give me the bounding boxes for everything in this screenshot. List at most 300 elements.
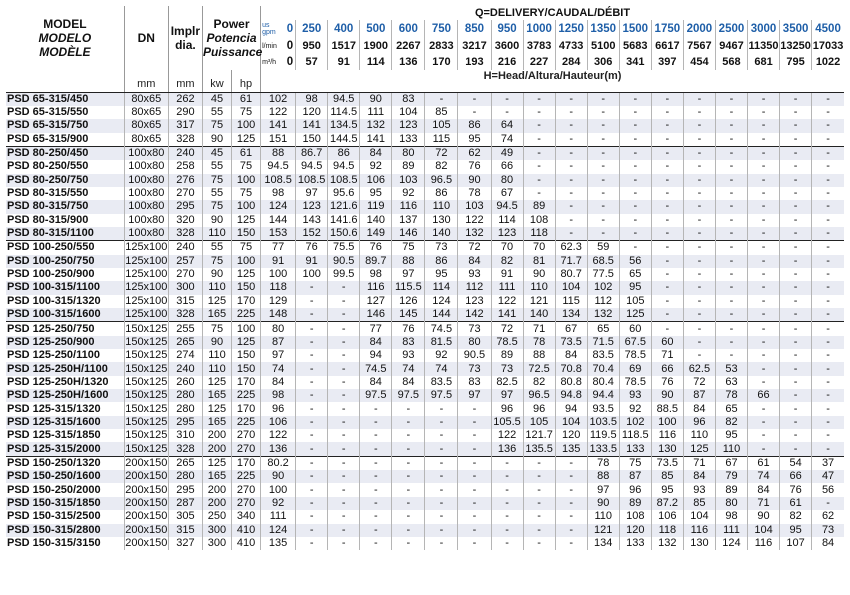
m3h-flow-value: 91 <box>328 54 360 70</box>
table-row <box>6 442 844 456</box>
head-cell: 70 <box>491 241 523 255</box>
head-cell: - <box>458 483 491 496</box>
head-cell: - <box>812 174 844 187</box>
head-cell: 118 <box>651 524 683 537</box>
head-cell: 115 <box>425 133 458 147</box>
head-cell: - <box>328 497 360 510</box>
head-cell: 71 <box>523 322 555 336</box>
impeller-cell: 295 <box>168 483 202 496</box>
head-cell: 85 <box>683 497 715 510</box>
dn-cell: 150x125 <box>125 415 168 428</box>
kw-cell: 125 <box>202 376 231 389</box>
head-cell: 75 <box>619 456 651 470</box>
kw-cell: 55 <box>202 106 231 119</box>
head-cell: - <box>555 227 587 241</box>
head-cell: 150 <box>296 133 328 147</box>
head-cell: 98 <box>261 187 296 200</box>
impeller-cell: 265 <box>168 336 202 349</box>
head-cell: 100 <box>261 483 296 496</box>
lmin-flow-value: 3783 <box>523 38 555 54</box>
head-cell: - <box>748 255 780 268</box>
head-cell: 71 <box>651 349 683 362</box>
table-row <box>6 483 844 496</box>
head-cell: - <box>523 456 555 470</box>
head-cell: 88 <box>392 255 425 268</box>
head-cell: - <box>523 92 555 106</box>
head-cell: 67 <box>555 322 587 336</box>
hp-cell: 170 <box>232 295 261 308</box>
impeller-cell: 305 <box>168 510 202 523</box>
gpm-flow-value: 950 <box>491 20 523 38</box>
head-cell: 68.5 <box>587 255 619 268</box>
table-row <box>6 92 844 106</box>
head-cell: 96 <box>683 416 715 429</box>
dn-cell: 100x80 <box>124 174 168 187</box>
head-cell: - <box>812 295 844 308</box>
head-cell: 146 <box>360 308 392 322</box>
model-cell: PSD 80-250/550 <box>6 160 124 173</box>
kw-cell: 200 <box>202 497 231 510</box>
head-cell: 78.5 <box>619 349 651 362</box>
gpm-zero: 0 <box>286 23 294 35</box>
hp-cell: 170 <box>232 376 261 389</box>
head-cell: - <box>683 322 715 336</box>
head-cell: - <box>619 227 651 241</box>
gpm-flow-value: 600 <box>392 20 425 38</box>
m3h-flow-value: 216 <box>491 54 523 70</box>
head-cell: - <box>458 402 491 415</box>
head-cell: - <box>328 402 360 415</box>
dn-cell: 150x125 <box>125 349 168 362</box>
impeller-header: Implr dia. <box>168 6 202 70</box>
model-cell: PSD 100-250/900 <box>6 268 124 281</box>
head-cell: - <box>491 524 523 537</box>
head-cell: 84 <box>683 470 715 483</box>
head-cell: - <box>491 470 523 483</box>
model-cell: PSD 125-250H/1600 <box>6 389 124 402</box>
head-cell: 84 <box>748 483 780 496</box>
head-cell: 82 <box>491 255 523 268</box>
head-cell: - <box>523 160 555 173</box>
head-cell: 97 <box>587 483 619 496</box>
head-cell: - <box>523 119 555 132</box>
head-cell: - <box>651 322 683 336</box>
head-cell: 90 <box>261 470 296 483</box>
head-cell: - <box>360 456 392 470</box>
model-cell: PSD 125-315/2000 <box>6 442 124 456</box>
head-cell: - <box>392 483 425 496</box>
head-cell: 108.5 <box>296 174 328 187</box>
head-cell: 120 <box>296 106 328 119</box>
impeller-cell: 258 <box>168 160 202 173</box>
head-cell: - <box>328 308 360 322</box>
head-cell: 134 <box>555 308 587 322</box>
head-cell: 103 <box>458 200 491 213</box>
head-cell: - <box>523 187 555 200</box>
m3h-flow-value: 568 <box>715 54 747 70</box>
head-cell: 150.6 <box>328 227 360 241</box>
table-row <box>6 322 844 336</box>
head-cell: 114 <box>491 214 523 227</box>
model-cell: PSD 125-250H/1100 <box>6 362 124 375</box>
head-cell: 95.6 <box>328 187 360 200</box>
head-cell: - <box>748 336 780 349</box>
model-cell: PSD 65-315/550 <box>6 106 124 119</box>
lmin-flow-value: 2833 <box>425 38 458 54</box>
head-cell: 84 <box>555 349 587 362</box>
head-cell: - <box>748 174 780 187</box>
model-cell: PSD 150-315/2800 <box>6 524 124 537</box>
head-cell: 115.5 <box>392 281 425 294</box>
gpm-flow-value: 2000 <box>683 20 715 38</box>
head-cell: - <box>296 470 328 483</box>
head-cell: - <box>425 456 458 470</box>
head-cell: 93 <box>392 349 425 362</box>
dn-cell: 80x65 <box>124 106 168 119</box>
hp-cell: 270 <box>232 483 261 496</box>
head-cell: 76 <box>651 376 683 389</box>
head-cell: - <box>328 456 360 470</box>
head-cell: 53 <box>715 362 747 375</box>
dn-cell: 150x125 <box>125 322 168 335</box>
head-cell: 74 <box>491 133 523 147</box>
head-cell: - <box>780 268 812 281</box>
head-cell: 73.5 <box>555 336 587 349</box>
head-cell: 118 <box>523 227 555 241</box>
table-row <box>6 227 844 241</box>
head-cell: - <box>780 146 812 160</box>
head-cell: - <box>296 376 328 389</box>
table-row <box>6 456 844 470</box>
head-cell: - <box>780 281 812 294</box>
head-cell: - <box>715 295 747 308</box>
head-cell: 132 <box>587 308 619 322</box>
head-cell: 141 <box>296 119 328 132</box>
impeller-cell: 317 <box>168 119 202 132</box>
head-cell: - <box>458 442 491 456</box>
head-cell: - <box>748 416 780 429</box>
head-cell: - <box>812 336 844 349</box>
model-header: MODEL MODELO MODÈLE <box>38 17 92 59</box>
head-cell: - <box>555 214 587 227</box>
head-cell: 80 <box>261 322 296 336</box>
head-cell: 84 <box>812 537 844 550</box>
table-row <box>6 349 844 362</box>
head-cell: 85 <box>651 470 683 483</box>
head-cell: 95 <box>425 268 458 281</box>
head-cell: - <box>587 200 619 213</box>
head-cell: 90 <box>651 389 683 402</box>
head-cell: 94.8 <box>555 389 587 402</box>
table-row <box>6 537 844 550</box>
head-cell: - <box>587 187 619 200</box>
head-cell: - <box>619 174 651 187</box>
head-cell: - <box>715 308 747 322</box>
head-cell: 140 <box>360 214 392 227</box>
head-cell: - <box>555 174 587 187</box>
dn-cell: 100x80 <box>124 146 168 160</box>
m3h-flow-value: 136 <box>392 54 425 70</box>
head-cell: - <box>587 174 619 187</box>
head-cell: 74.5 <box>425 322 458 336</box>
head-cell: - <box>812 402 844 415</box>
head-cell: 141 <box>360 133 392 147</box>
head-cell: 94.5 <box>296 160 328 173</box>
head-cell: - <box>748 322 780 336</box>
head-cell: - <box>425 483 458 496</box>
head-cell: 106 <box>261 416 296 429</box>
m3h-flow-value: 795 <box>780 54 812 70</box>
head-cell: - <box>748 133 780 147</box>
dn-cell: 100x80 <box>124 160 168 173</box>
head-cell: - <box>812 268 844 281</box>
head-cell: - <box>715 268 747 281</box>
head-cell: 92 <box>619 402 651 415</box>
head-cell: - <box>780 376 812 389</box>
head-cell: - <box>748 376 780 389</box>
head-cell: - <box>651 200 683 213</box>
kw-cell: 75 <box>202 255 231 268</box>
model-cell: PSD 125-250/1100 <box>6 349 124 362</box>
head-cell: - <box>458 416 491 429</box>
head-cell: 37 <box>812 456 844 470</box>
head-cell: - <box>812 106 844 119</box>
head-cell: 102 <box>587 281 619 294</box>
kw-cell: 90 <box>202 214 231 227</box>
table-row <box>6 470 844 483</box>
head-cell: - <box>812 214 844 227</box>
head-cell: 143 <box>296 214 328 227</box>
head-cell: - <box>780 174 812 187</box>
head-cell: - <box>523 524 555 537</box>
head-cell: - <box>780 362 812 375</box>
dn-cell: 80x65 <box>124 133 168 147</box>
head-cell: 148 <box>261 308 296 322</box>
head-cell: 149 <box>360 227 392 241</box>
head-cell: 83.5 <box>425 376 458 389</box>
head-cell: 100 <box>261 268 296 281</box>
head-cell: - <box>458 524 491 537</box>
head-cell: 90.5 <box>328 255 360 268</box>
head-cell: - <box>491 510 523 523</box>
head-cell: - <box>392 402 425 415</box>
head-cell: - <box>780 241 812 255</box>
head-cell: 118 <box>261 281 296 294</box>
head-cell: - <box>651 146 683 160</box>
head-cell: - <box>780 106 812 119</box>
head-cell: - <box>715 187 747 200</box>
head-cell: - <box>523 483 555 496</box>
dn-cell: 200x150 <box>125 510 168 523</box>
head-cell: 122 <box>261 106 296 119</box>
lmin-flow-value: 1900 <box>360 38 392 54</box>
head-cell: 92 <box>261 497 296 510</box>
head-cell: 88.5 <box>651 402 683 415</box>
head-cell: - <box>812 389 844 402</box>
dn-cell: 150x125 <box>125 402 168 415</box>
dn-cell: 125x100 <box>125 294 168 307</box>
dn-cell: 100x80 <box>124 187 168 200</box>
head-cell: 144 <box>261 214 296 227</box>
head-cell: - <box>555 456 587 470</box>
head-cell: - <box>555 510 587 523</box>
hp-cell: 125 <box>232 268 261 281</box>
head-cell: 84 <box>360 146 392 160</box>
head-cell: 83 <box>458 376 491 389</box>
head-cell: 141 <box>261 119 296 132</box>
head-cell: 95 <box>619 281 651 294</box>
dn-cell: 125x100 <box>125 268 168 281</box>
kw-cell: 75 <box>202 322 231 336</box>
head-cell: 75 <box>392 241 425 255</box>
model-cell: PSD 150-315/1850 <box>6 497 124 510</box>
head-cell: - <box>425 92 458 106</box>
head-cell: - <box>296 483 328 496</box>
head-cell: - <box>296 524 328 537</box>
head-cell: - <box>683 174 715 187</box>
head-cell: 105 <box>523 416 555 429</box>
lmin-flow-value: 13250 <box>780 40 811 52</box>
head-cell: 116 <box>748 537 780 550</box>
kw-cell: 90 <box>202 268 231 281</box>
head-cell: - <box>491 537 523 550</box>
head-cell: - <box>715 255 747 268</box>
impeller-cell: 295 <box>168 200 202 213</box>
head-cell: 62 <box>458 146 491 160</box>
head-cell: - <box>296 389 328 402</box>
head-cell: 98 <box>261 389 296 402</box>
head-cell: 97 <box>296 187 328 200</box>
lmin-flow-value: 11350 <box>748 40 779 52</box>
head-cell: 121 <box>587 524 619 537</box>
head-cell: 151 <box>261 133 296 147</box>
head-cell: - <box>296 537 328 550</box>
head-cell: - <box>683 187 715 200</box>
head-cell: - <box>296 322 328 336</box>
table-row <box>6 295 844 308</box>
head-cell: - <box>555 470 587 483</box>
lmin-zero: 0 <box>286 40 294 52</box>
head-cell: 94.4 <box>587 389 619 402</box>
head-cell: 80 <box>491 174 523 187</box>
head-cell: 62 <box>812 510 844 523</box>
head-cell: 97 <box>261 349 296 362</box>
head-cell: - <box>780 119 812 132</box>
impeller-cell: 260 <box>168 376 202 389</box>
head-cell: 114.5 <box>328 106 360 119</box>
head-cell: - <box>392 429 425 442</box>
head-cell: 89 <box>715 483 747 496</box>
head-cell: 134.5 <box>328 119 360 132</box>
hp-cell: 225 <box>232 416 261 429</box>
head-cell: 95 <box>651 483 683 496</box>
impeller-cell: 240 <box>168 241 202 255</box>
head-cell: - <box>328 389 360 402</box>
head-cell: 73 <box>458 322 491 336</box>
head-cell: - <box>812 133 844 147</box>
head-cell: 80.2 <box>261 456 296 470</box>
dn-cell: 150x125 <box>125 335 168 348</box>
head-cell: - <box>780 255 812 268</box>
hp-cell: 100 <box>232 255 261 268</box>
dn-cell: 200x150 <box>125 523 168 536</box>
head-cell: - <box>780 214 812 227</box>
head-cell: 60 <box>651 336 683 349</box>
head-cell: 92 <box>360 160 392 173</box>
head-cell: - <box>683 268 715 281</box>
head-cell: 112 <box>587 295 619 308</box>
model-cell: PSD 125-250/750 <box>6 322 124 336</box>
head-cell: 94.5 <box>261 160 296 173</box>
head-cell: - <box>555 187 587 200</box>
head-cell: 84 <box>458 255 491 268</box>
head-cell: 77.5 <box>587 268 619 281</box>
head-cell: 80 <box>392 146 425 160</box>
impeller-cell: 315 <box>168 524 202 537</box>
hp-cell: 225 <box>232 308 261 322</box>
m3h-unit-label: m³/h <box>261 54 272 70</box>
head-cell: - <box>360 537 392 550</box>
kw-cell: 200 <box>202 483 231 496</box>
head-cell: 66 <box>491 160 523 173</box>
head-cell: 140 <box>523 308 555 322</box>
head-cell: 140 <box>425 227 458 241</box>
lmin-flow-value: 9467 <box>715 38 747 54</box>
hp-cell: 270 <box>232 497 261 510</box>
head-cell: 111 <box>261 510 296 523</box>
head-cell: - <box>715 106 747 119</box>
lmin-flow-value: 17033 <box>812 40 844 52</box>
head-cell: 72 <box>458 241 491 255</box>
head-cell: 108 <box>619 510 651 523</box>
head-cell: - <box>748 295 780 308</box>
head-cell: - <box>683 200 715 213</box>
impeller-cell: 257 <box>168 255 202 268</box>
head-cell: - <box>780 133 812 147</box>
head-cell: 76 <box>458 160 491 173</box>
head-cell: - <box>780 349 812 362</box>
hp-cell: 170 <box>232 402 261 415</box>
head-cell: 105.5 <box>491 416 523 429</box>
head-cell: - <box>523 537 555 550</box>
head-cell: - <box>780 402 812 415</box>
head-cell: - <box>651 281 683 294</box>
kw-cell: 125 <box>202 456 231 470</box>
head-cell: - <box>715 92 747 106</box>
head-cell: - <box>812 376 844 389</box>
lmin-flow-value: 1517 <box>328 38 360 54</box>
table-row <box>6 133 844 147</box>
head-cell: 76 <box>392 322 425 336</box>
head-cell: 74 <box>425 362 458 375</box>
head-cell: 96 <box>619 483 651 496</box>
head-cell: - <box>328 537 360 550</box>
head-cell: - <box>425 442 458 456</box>
head-cell: 84 <box>360 336 392 349</box>
table-row <box>6 389 844 402</box>
head-cell: - <box>360 402 392 415</box>
head-cell: 96.5 <box>523 389 555 402</box>
table-row <box>6 402 844 415</box>
head-cell: 65 <box>619 268 651 281</box>
head-cell: 133 <box>619 537 651 550</box>
lmin-flow-value: 5683 <box>619 38 651 54</box>
dn-header: DN <box>124 6 168 70</box>
head-cell: 124 <box>715 537 747 550</box>
pump-performance-table <box>6 6 844 550</box>
head-cell: 86 <box>458 119 491 132</box>
dn-cell: 100x80 <box>124 200 168 213</box>
